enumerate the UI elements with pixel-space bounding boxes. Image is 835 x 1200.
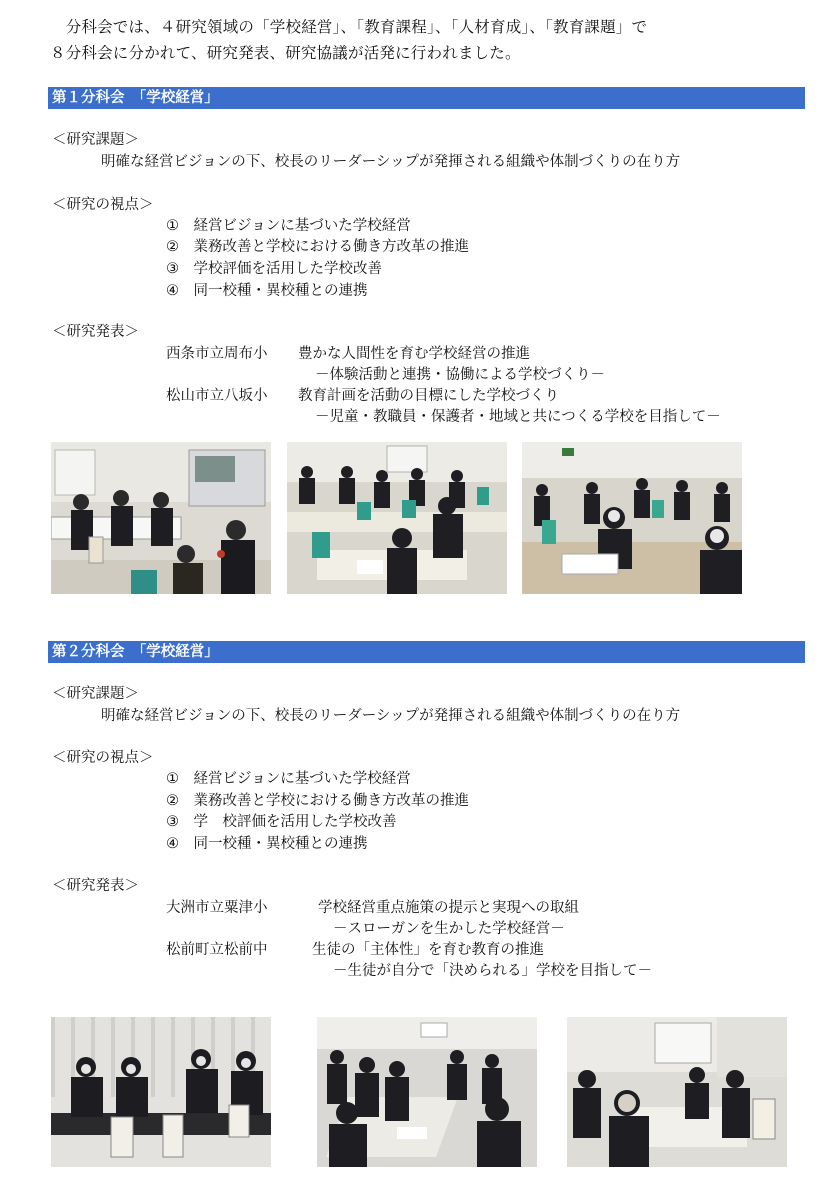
- section-1-photo-2: [287, 442, 507, 594]
- section-1-viewpoint-4: ④ 同一校種・異校種との連携: [166, 283, 368, 299]
- section-2-photo-2: [317, 1017, 537, 1167]
- intro-line-2: ８分科会に分かれて、研究発表、研究協議が活発に行われました。: [50, 44, 521, 62]
- section-2-header: 第２分科会 「学校経営」: [48, 641, 805, 663]
- section-1-presentation-2-title: 教育計画を活動の目標にした学校づくり: [298, 388, 559, 404]
- section-2-presentation-2-school: 松前町立松前中: [166, 942, 268, 958]
- section-2-theme-label: ＜研究課題＞: [52, 686, 139, 702]
- section-1-presentation-2-school: 松山市立八坂小: [166, 388, 268, 404]
- section-2-presentation-1-title: 学校経営重点施策の提示と実現への取組: [318, 900, 579, 916]
- section-1-viewpoint-2: ② 業務改善と学校における働き方改革の推進: [166, 239, 469, 255]
- section-2-photo-1: [51, 1017, 271, 1167]
- section-1-presentation-1-title: 豊かな人間性を育む学校経営の推進: [298, 346, 530, 362]
- section-1-viewpoints-label: ＜研究の視点＞: [52, 197, 154, 213]
- section-2-photo-3: [567, 1017, 787, 1167]
- section-1-viewpoint-3: ③ 学校評価を活用した学校改善: [166, 261, 382, 277]
- section-1-viewpoint-1: ① 経営ビジョンに基づいた学校経営: [166, 218, 411, 234]
- section-1-presentations-label: ＜研究発表＞: [52, 324, 139, 340]
- section-2-viewpoint-1: ① 経営ビジョンに基づいた学校経営: [166, 771, 411, 787]
- section-2-theme: 明確な経営ビジョンの下、校長のリーダーシップが発揮される組織や体制づくりの在り方: [101, 708, 681, 724]
- section-1-photo-1: [51, 442, 271, 594]
- section-2-viewpoint-2: ② 業務改善と学校における働き方改革の推進: [166, 793, 469, 809]
- section-2-viewpoint-4: ④ 同一校種・異校種との連携: [166, 836, 368, 852]
- section-1-theme: 明確な経営ビジョンの下、校長のリーダーシップが発揮される組織や体制づくりの在り方: [101, 154, 681, 170]
- section-2-presentation-1-subtitle: －スローガンを生かした学校経営－: [333, 921, 565, 937]
- intro-paragraph: [50, 14, 810, 66]
- section-1-photo-3: [522, 442, 742, 594]
- section-2-viewpoint-3: ③ 学 校評価を活用した学校改善: [166, 814, 397, 830]
- section-1-header: 第１分科会 「学校経営」: [48, 87, 805, 109]
- section-1-theme-label: ＜研究課題＞: [52, 132, 139, 148]
- section-1-presentation-1-school: 西条市立周布小: [166, 346, 268, 362]
- section-2-presentation-2-subtitle: －生徒が自分で「決められる」学校を目指して－: [333, 963, 652, 979]
- section-1-presentation-2-subtitle: －児童・教職員・保護者・地域と共につくる学校を目指して－: [315, 409, 721, 425]
- intro-line-1: 分科会では、４研究領域の「学校経営」、「教育課程」、「人材育成」、「教育課題」で: [50, 18, 648, 36]
- section-2-presentation-2-title: 生徒の「主体性」を育む教育の推進: [312, 942, 544, 958]
- section-2-presentation-1-school: 大洲市立粟津小: [166, 900, 268, 916]
- section-1-presentation-1-subtitle: －体験活動と連携・協働による学校づくり－: [315, 367, 605, 383]
- section-2-presentations-label: ＜研究発表＞: [52, 878, 139, 894]
- section-2-viewpoints-label: ＜研究の視点＞: [52, 750, 154, 766]
